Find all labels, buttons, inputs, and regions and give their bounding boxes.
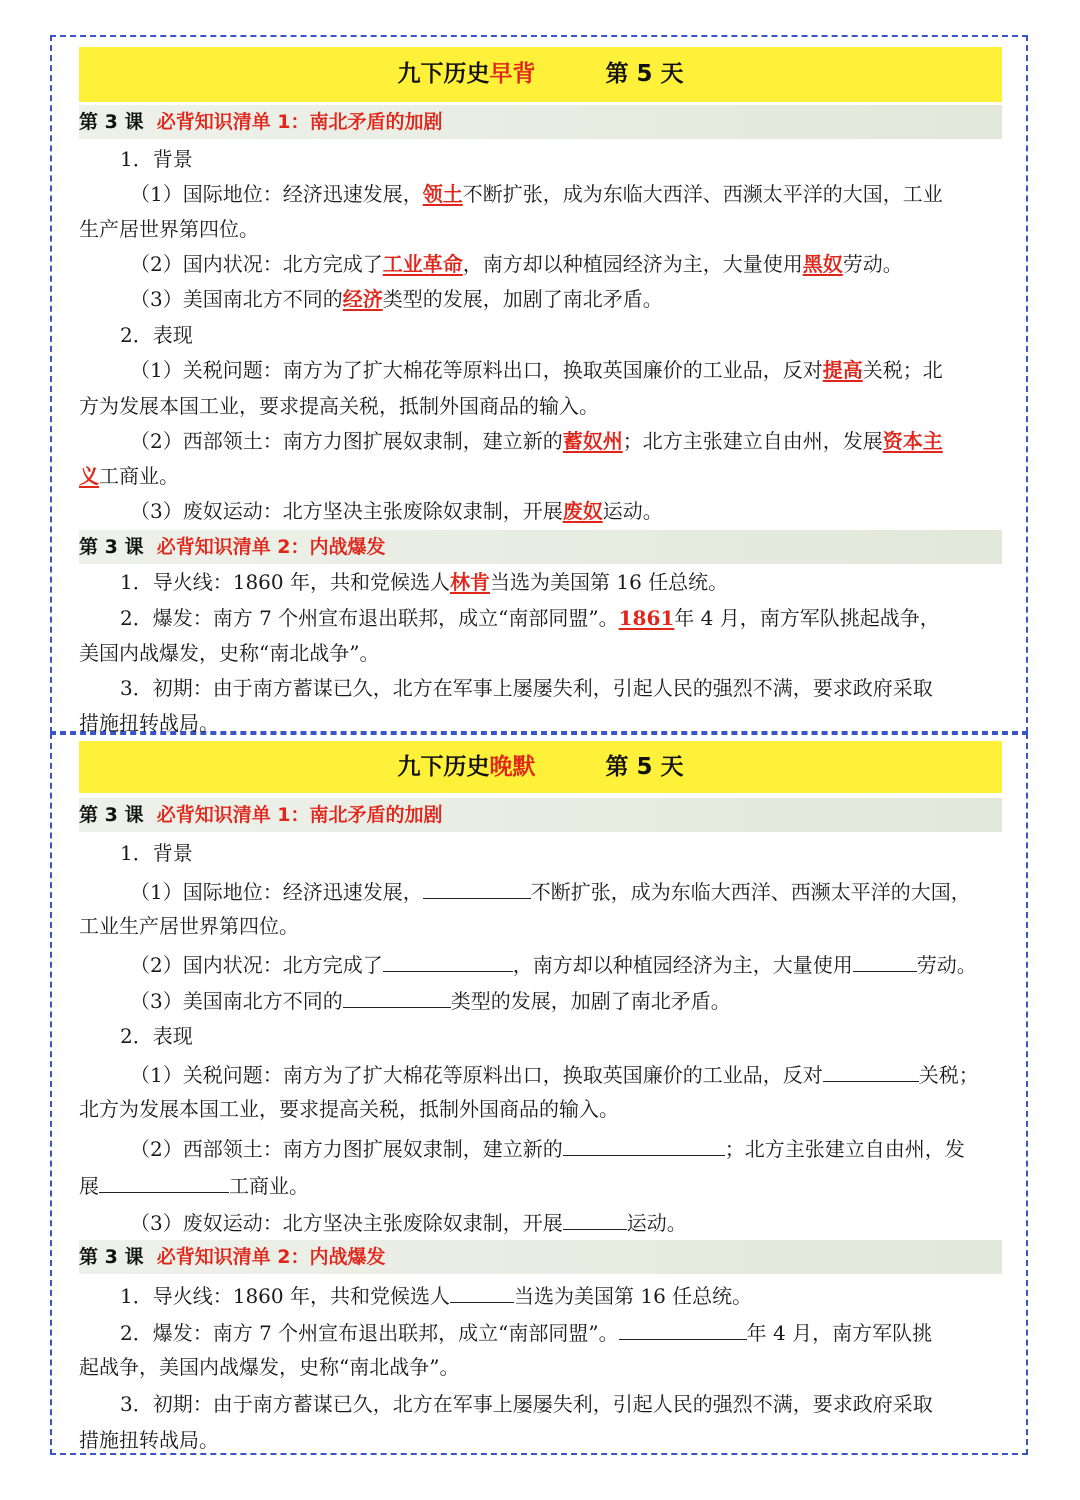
title-prefix: 九下历史	[397, 61, 490, 87]
title-day: 第 5 天	[605, 754, 684, 780]
title-day: 第 5 天	[605, 61, 684, 87]
paragraph-line: （2）国内状况：北方完成了工业革命，南方却以种植园经济为主，大量使用黑奴劳动。	[130, 252, 903, 276]
answer-text: 义	[79, 464, 99, 488]
paragraph-line: 生产居世界第四位。	[79, 217, 259, 241]
lesson-heading: 必背知识清单 1：南北矛盾的加剧	[156, 804, 443, 826]
paragraph-line: （1）关税问题：南方为了扩大棉花等原料出口，换取英国廉价的工业品，反对提高关税；北	[130, 358, 943, 382]
answer-text: 林肯	[449, 570, 490, 594]
lesson-number: 第 3 课	[79, 804, 144, 826]
paragraph-line: （1）关税问题：南方为了扩大棉花等原料出口，换取英国廉价的工业品，反对 关税；	[130, 1063, 979, 1087]
section-heading: 1．背景	[120, 147, 193, 171]
paragraph-line: 措施扭转战局。	[79, 1428, 219, 1452]
paragraph-line: 工业生产居世界第四位。	[79, 914, 299, 938]
answer-text: 工业革命	[382, 252, 463, 276]
paragraph-line: （3）美国南北方不同的 类型的发展，加剧了南北矛盾。	[130, 989, 731, 1013]
evening-sheet	[50, 733, 1028, 1455]
lesson-number: 第 3 课	[79, 1246, 144, 1268]
fill-blank[interactable]	[619, 1319, 747, 1340]
answer-text: 经济	[342, 287, 383, 311]
paragraph-line: 1．导火线：1860 年，共和党候选人林肯当选为美国第 16 任总统。	[120, 570, 729, 594]
paragraph-line: （2）西部领土：南方力图扩展奴隶制，建立新的 ；北方主张建立自由州，发	[130, 1137, 965, 1161]
paragraph-line: （2）国内状况：北方完成了 ，南方却以种植园经济为主，大量使用 劳动。	[130, 953, 977, 977]
paragraph-line: 北方为发展本国工业，要求提高关税，抵制外国商品的输入。	[79, 1097, 619, 1121]
answer-text: 废奴	[562, 499, 603, 523]
lesson-header	[79, 1240, 1002, 1274]
fill-blank[interactable]	[383, 951, 513, 972]
paragraph-line: （1）国际地位：经济迅速发展， 不断扩张，成为东临大西洋、西濒太平洋的大国，	[130, 880, 971, 904]
paragraph-line: 3．初期：由于南方蓄谋已久，北方在军事上屡屡失利，引起人民的强烈不满，要求政府采取	[120, 1392, 933, 1416]
paragraph-line: 义工商业。	[79, 464, 179, 488]
title-highlight: 晚默	[489, 754, 536, 780]
paragraph-line: 起战争，美国内战爆发，史称“南北战争”。	[79, 1355, 460, 1379]
paragraph-line: 3．初期：由于南方蓄谋已久，北方在军事上屡屡失利，引起人民的强烈不满，要求政府采取	[120, 676, 933, 700]
lesson-header	[79, 798, 1002, 832]
fill-blank[interactable]	[423, 878, 531, 899]
lesson-header	[79, 530, 1002, 564]
paragraph-line: （3）废奴运动：北方坚决主张废除奴隶制，开展 运动。	[130, 1211, 687, 1235]
fill-blank[interactable]	[563, 1135, 725, 1156]
paragraph-line: （3）废奴运动：北方坚决主张废除奴隶制，开展废奴运动。	[130, 499, 663, 523]
evening-title-bar	[79, 741, 1002, 793]
lesson-header	[79, 105, 1002, 139]
fill-blank[interactable]	[563, 1209, 627, 1230]
paragraph-line: （1）国际地位：经济迅速发展，领土不断扩张，成为东临大西洋、西濒太平洋的大国，工业	[130, 182, 943, 206]
title-prefix: 九下历史	[397, 754, 490, 780]
morning-sheet	[50, 35, 1028, 733]
paragraph-line: 2．爆发：南方 7 个州宣布退出联邦，成立“南部同盟”。 年 4 月，南方军队挑	[120, 1321, 933, 1345]
section-heading: 2．表现	[120, 1024, 193, 1048]
lesson-heading: 必背知识清单 2：内战爆发	[156, 536, 386, 558]
answer-text: 资本主	[882, 429, 943, 453]
lesson-number: 第 3 课	[79, 111, 144, 133]
section-heading: 2．表现	[120, 323, 193, 347]
paragraph-line: 展 工商业。	[79, 1174, 309, 1198]
paragraph-line: 1．导火线：1860 年，共和党候选人 当选为美国第 16 任总统。	[120, 1284, 753, 1308]
title-highlight: 早背	[489, 61, 536, 87]
lesson-heading: 必背知识清单 1：南北矛盾的加剧	[156, 111, 443, 133]
paragraph-line: 2．爆发：南方 7 个州宣布退出联邦，成立“南部同盟”。1861年 4 月，南方军队挑起战争，	[120, 606, 940, 630]
fill-blank[interactable]	[343, 987, 451, 1008]
paragraph-line: 方为发展本国工业，要求提高关税，抵制外国商品的输入。	[79, 394, 599, 418]
fill-blank[interactable]	[823, 1061, 919, 1082]
answer-text: 提高	[822, 358, 863, 382]
fill-blank[interactable]	[450, 1282, 514, 1303]
paragraph-line: （3）美国南北方不同的经济类型的发展，加剧了南北矛盾。	[130, 287, 663, 311]
fill-blank[interactable]	[853, 951, 917, 972]
answer-text: 1861	[618, 606, 675, 630]
answer-text: 黑奴	[802, 252, 843, 276]
lesson-number: 第 3 课	[79, 536, 144, 558]
paragraph-line: （2）西部领土：南方力图扩展奴隶制，建立新的蓄奴州；北方主张建立自由州，发展资本主	[130, 429, 943, 453]
fill-blank[interactable]	[99, 1172, 229, 1193]
paragraph-line: 措施扭转战局。	[79, 711, 219, 735]
answer-text: 领土	[422, 182, 463, 206]
paragraph-line: 美国内战爆发，史称“南北战争”。	[79, 641, 380, 665]
section-heading: 1．背景	[120, 841, 193, 865]
morning-title-bar	[79, 47, 1002, 102]
lesson-heading: 必背知识清单 2：内战爆发	[156, 1246, 386, 1268]
answer-text: 蓄奴州	[562, 429, 623, 453]
